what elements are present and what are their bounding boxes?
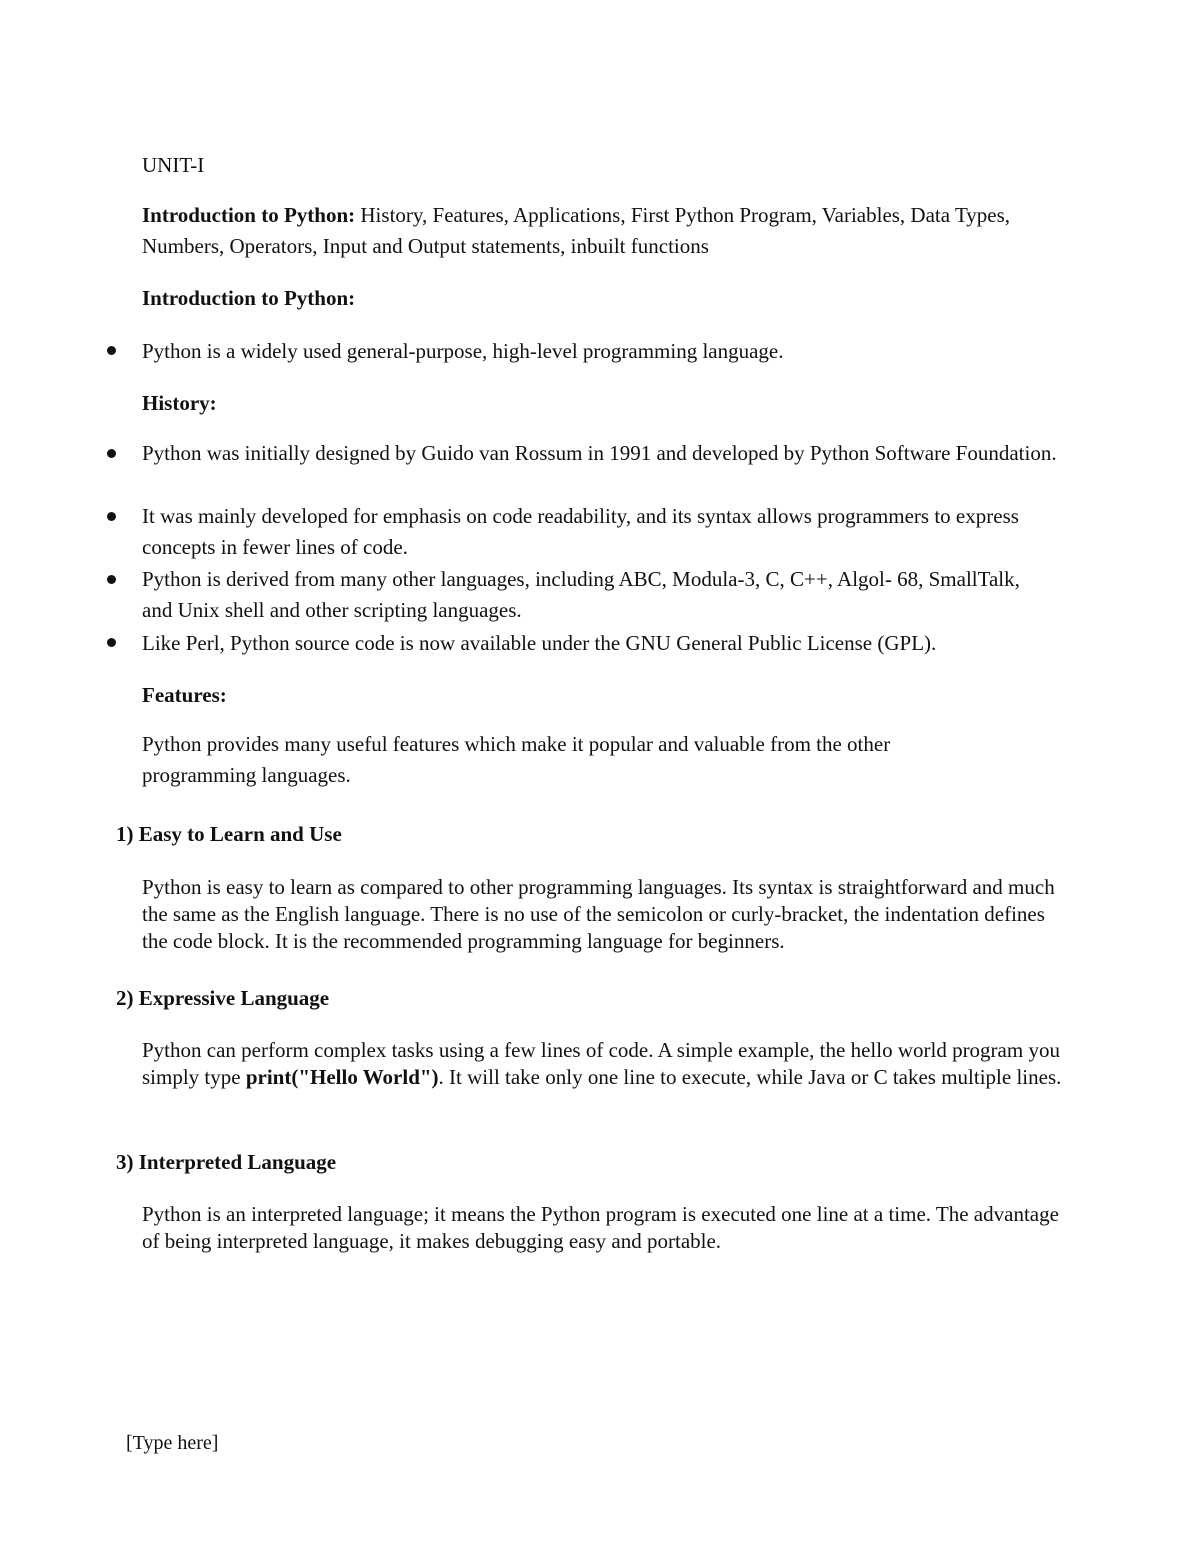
bullet-icon	[107, 638, 116, 647]
bullet-icon	[107, 449, 116, 458]
intro-bullet-1: Python is a widely used general-purpose, high-level programming language.	[142, 339, 784, 363]
feature-2-text-after: . It will take only one line to execute, while Java or C takes multiple lines.	[438, 1065, 1062, 1089]
bullet-icon	[107, 575, 116, 584]
history-bullet-2: It was mainly developed for emphasis on code readability, and its syntax allows programmers to express concepts in fewer lines of code.	[142, 504, 1019, 559]
bullet-icon	[107, 346, 116, 355]
footer-placeholder[interactable]: [Type here]	[126, 1432, 219, 1454]
unit-title: UNIT-I	[142, 153, 205, 177]
syllabus-label: Introduction to Python:	[142, 203, 356, 227]
feature-1-title: 1) Easy to Learn and Use	[116, 822, 342, 846]
history-bullet-4: Like Perl, Python source code is now available under the GNU General Public License (GPL).	[142, 631, 937, 655]
syllabus-paragraph	[142, 200, 1062, 262]
history-heading: History:	[142, 391, 217, 415]
bullet-icon	[107, 512, 116, 521]
features-heading: Features:	[142, 683, 227, 707]
feature-2-text-before: Python can perform complex tasks using a few lines of code. A simple example, the hello world program you simply type	[142, 1038, 1060, 1089]
feature-2-text	[142, 1037, 1064, 1091]
feature-3-title: 3) Interpreted Language	[116, 1150, 337, 1174]
feature-2-title: 2) Expressive Language	[116, 986, 330, 1010]
history-bullet-3: Python is derived from many other languages, including ABC, Modula-3, C, C++, Algol- 68, SmallTalk, and Unix shell and other scripting languages.	[142, 567, 1020, 622]
feature-1-text: Python is easy to learn as compared to other programming languages. Its syntax is straightforward and much the same as the English language. There is no use of the semicolon or curly-bracket, the indentation defines the code block. It is the recommended programming language for beginners.	[142, 875, 1055, 953]
syllabus-text: History, Features, Applications, First Python Program, Variables, Data Types, Numbers, Operators, Input and Output statements, inbuilt functions	[142, 203, 1011, 258]
feature-3-text: Python is an interpreted language; it means the Python program is executed one line at a time. The advantage of being interpreted language, it makes debugging easy and portable.	[142, 1202, 1059, 1253]
history-bullet-1: Python was initially designed by Guido van Rossum in 1991 and developed by Python Software Foundation.	[142, 441, 1057, 465]
intro-heading: Introduction to Python:	[142, 286, 356, 310]
features-intro: Python provides many useful features which make it popular and valuable from the other programming languages.	[142, 732, 891, 787]
feature-2-code: print("Hello World")	[245, 1065, 439, 1089]
